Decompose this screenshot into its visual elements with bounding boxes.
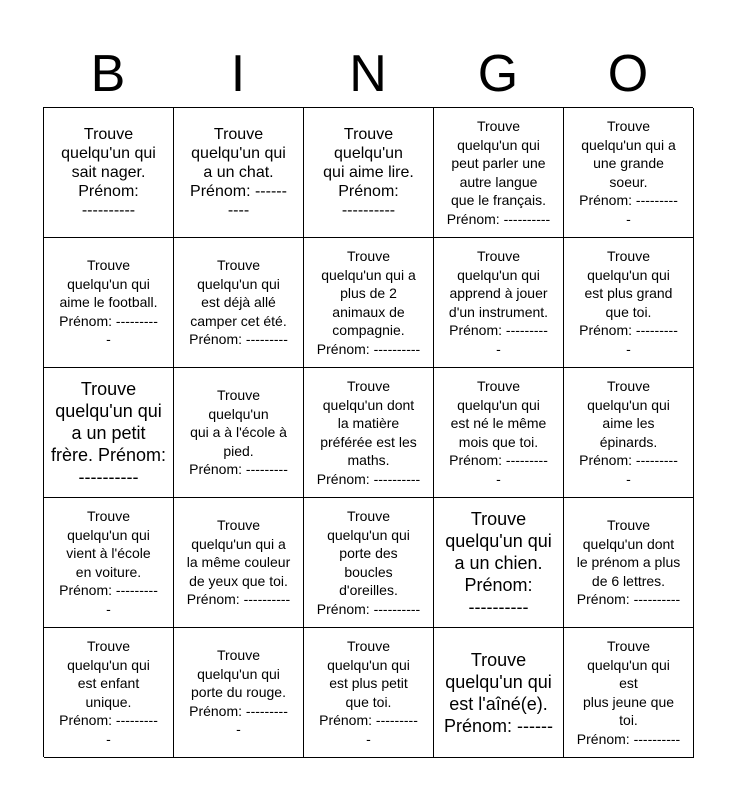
cell-text: Trouve quelqu'un dont la matière préférée est les maths. Prénom: ---------- bbox=[316, 378, 421, 487]
bingo-cell[interactable] bbox=[304, 238, 434, 368]
bingo-cell[interactable] bbox=[304, 498, 434, 628]
cell-text: Trouve quelqu'un dont le prénom a plus de 6 lettres. Prénom: ---------- bbox=[576, 517, 681, 608]
header-letter-n: N bbox=[349, 45, 387, 103]
header-letter-o: O bbox=[607, 45, 649, 103]
bingo-cell[interactable] bbox=[174, 108, 304, 238]
cell-text: Trouve quelqu'un qui vient à l'école en voiture. Prénom: --------- - bbox=[59, 508, 158, 617]
bingo-cell[interactable] bbox=[304, 108, 434, 238]
cell-text: Trouve quelqu'un qui a la même couleur de yeux que toi. Prénom: ---------- bbox=[186, 517, 291, 608]
bingo-cell[interactable] bbox=[44, 238, 174, 368]
bingo-cell[interactable] bbox=[44, 628, 174, 758]
cell-text: Trouve quelqu'un qui a à l'école à pied. Prénom: --------- bbox=[189, 387, 288, 478]
cell-text: Trouve quelqu'un qui aime lire. Prénom: ---------- bbox=[323, 126, 414, 219]
bingo-cell[interactable] bbox=[174, 368, 304, 498]
bingo-cell[interactable] bbox=[304, 628, 434, 758]
bingo-cell[interactable] bbox=[564, 498, 694, 628]
cell-text: Trouve quelqu'un qui a un petit frère. Prénom: ---------- bbox=[50, 378, 167, 487]
bingo-cell[interactable] bbox=[434, 628, 564, 758]
bingo-cell[interactable] bbox=[564, 628, 694, 758]
header-letter-g: G bbox=[477, 45, 519, 103]
bingo-cell[interactable] bbox=[44, 368, 174, 498]
header-letter-i: I bbox=[230, 45, 246, 103]
bingo-cell[interactable] bbox=[434, 108, 564, 238]
cell-text: Trouve quelqu'un qui a plus de 2 animaux de compagnie. Prénom: ---------- bbox=[316, 248, 421, 357]
cell-text: Trouve quelqu'un qui est plus petit que toi. Prénom: --------- - bbox=[319, 638, 418, 747]
cell-text: Trouve quelqu'un qui aime le football. Prénom: --------- - bbox=[59, 257, 158, 348]
bingo-cell[interactable] bbox=[564, 108, 694, 238]
bingo-cell[interactable] bbox=[434, 368, 564, 498]
bingo-cell[interactable] bbox=[174, 238, 304, 368]
bingo-cell[interactable] bbox=[564, 238, 694, 368]
cell-text: Trouve quelqu'un qui sait nager. Prénom: ---------- bbox=[61, 126, 156, 219]
cell-text: Trouve quelqu'un qui est plus grand que toi. Prénom: --------- - bbox=[579, 248, 678, 357]
bingo-cell[interactable] bbox=[434, 238, 564, 368]
bingo-cell[interactable] bbox=[44, 498, 174, 628]
cell-text: Trouve quelqu'un qui porte du rouge. Prénom: --------- - bbox=[189, 647, 288, 738]
bingo-cell[interactable] bbox=[304, 368, 434, 498]
cell-text: Trouve quelqu'un qui apprend à jouer d'un instrument. Prénom: --------- - bbox=[448, 248, 549, 357]
bingo-header bbox=[43, 40, 693, 108]
cell-text: Trouve quelqu'un qui est l'aîné(e). Prénom: ------ bbox=[444, 649, 553, 736]
cell-text: Trouve quelqu'un qui est plus jeune que toi. Prénom: ---------- bbox=[576, 638, 681, 747]
cell-text: Trouve quelqu'un qui a un chien. Prénom: ---------- bbox=[445, 508, 552, 617]
bingo-cell[interactable] bbox=[434, 498, 564, 628]
cell-text: Trouve quelqu'un qui a une grande soeur. Prénom: --------- - bbox=[579, 118, 678, 227]
bingo-cell[interactable] bbox=[564, 368, 694, 498]
bingo-cell[interactable] bbox=[174, 628, 304, 758]
cell-text: Trouve quelqu'un qui est déjà allé camper cet été. Prénom: --------- bbox=[189, 257, 288, 348]
bingo-cell[interactable] bbox=[44, 108, 174, 238]
cell-text: Trouve quelqu'un qui porte des boucles d'oreilles. Prénom: ---------- bbox=[316, 508, 421, 617]
cell-text: Trouve quelqu'un qui est né le même mois que toi. Prénom: --------- - bbox=[449, 378, 548, 487]
cell-text: Trouve quelqu'un qui est enfant unique. Prénom: --------- - bbox=[59, 638, 158, 747]
cell-text: Trouve quelqu'un qui peut parler une autre langue que le français. Prénom: ---------- bbox=[446, 118, 551, 227]
cell-text: Trouve quelqu'un qui a un chat. Prénom: ------ ---- bbox=[190, 126, 287, 219]
bingo-grid bbox=[43, 107, 693, 757]
cell-text: Trouve quelqu'un qui aime les épinards. Prénom: --------- - bbox=[579, 378, 678, 487]
header-letter-b: B bbox=[90, 45, 126, 103]
bingo-cell[interactable] bbox=[174, 498, 304, 628]
